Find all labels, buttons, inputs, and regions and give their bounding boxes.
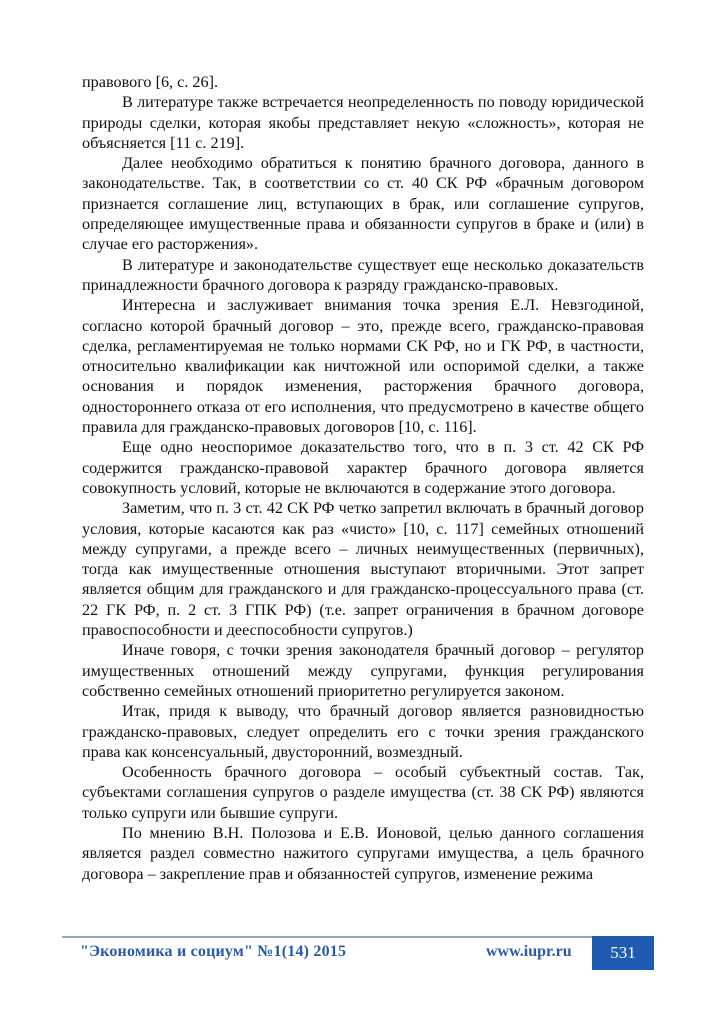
journal-title: "Экономика и социум" №1(14) 2015 — [80, 943, 347, 960]
paragraph: По мнению В.Н. Полозова и Е.В. Ионовой, целью данного соглашения является раздел совместно нажитого супругами имущества, а цель брачного договора – закрепление прав и обязанностей супругов, изменение режима — [82, 823, 644, 883]
paragraph: Интересна и заслуживает внимания точка зрения Е.Л. Невзгодиной, согласно которой брачный договор – это, прежде всего, гражданско-правовая сделка, регламентируемая не только нормами СК РФ, но и ГК РФ, в частности, относительно квалификации как ничтожной или оспоримой сделки, а также основания и порядок изменения, расторжения брачного договора, одностороннего отказа от его исполнения, что предусмотрено в качестве общего правила для гражданско-правовых договоров [10, с. 116]. — [82, 296, 644, 437]
page-footer — [62, 936, 654, 970]
paragraph: Итак, придя к выводу, что брачный договор является разновидностью гражданско-правовых, следует определить его с точки зрения гражданского права как консенсуальный, двусторонний, возмездный. — [82, 702, 644, 761]
paragraph-continuation: правового [6, с. 26]. — [82, 73, 219, 91]
paragraph: В литературе также встречается неопределенность по поводу юридической природы сделки, которая якобы представляет некую «сложность», которая не объясняется [11 с. 219]. — [82, 93, 644, 152]
paragraph: Иначе говоря, с точки зрения законодателя брачный договор – регулятор имущественных отношений между супругами, функция регулирования собственно семейных отношений приоритетно регулируется законом. — [82, 641, 644, 700]
paragraph: Еще одно неоспоримое доказательство того, что в п. 3 ст. 42 СК РФ содержится гражданско-правовой характер брачного договора является совокупность условий, которые не включаются в содержание этого договора. — [82, 438, 644, 497]
paragraph: Далее необходимо обратиться к понятию брачного договора, данного в законодательстве. Так, в соответствии со ст. 40 СК РФ «брачным договором признается соглашение лиц, вступающих в брак, или соглашение супругов, определяющее имущественные права и обязанности супругов в браке и (или) в случае его расторжения». — [82, 154, 644, 254]
page-number: 531 — [610, 943, 636, 962]
paragraph: Заметим, что п. 3 ст. 42 СК РФ четко запретил включать в брачный договор условия, которые касаются как раз «чисто» [10, с. 117] семейных отношений между супругами, а прежде всего – личных неимущественных (первичных), тогда как имущественные отношения выступают вторичными. Этот запрет является общим для гражданского и для гражданско-процессуального права (ст. 22 ГК РФ, п. 2 ст. 3 ГПК РФ) (т.е. запрет ограничения в брачном договоре правоспособности и дееспособности супругов.) — [82, 499, 644, 640]
journal-website: www.iupr.ru — [486, 943, 572, 960]
paragraph: В литературе и законодательстве существует еще несколько доказательств принадлежности брачного договора к разряду гражданско-правовых. — [82, 255, 644, 294]
footer-divider — [62, 936, 592, 938]
page-number-badge — [592, 936, 654, 970]
paragraph: Особенность брачного договора – особый субъектный состав. Так, субъектами соглашения супругов о разделе имущества (ст. 38 СК РФ) являются только супруги или бывшие супруги. — [82, 763, 644, 822]
article-body — [82, 72, 644, 884]
